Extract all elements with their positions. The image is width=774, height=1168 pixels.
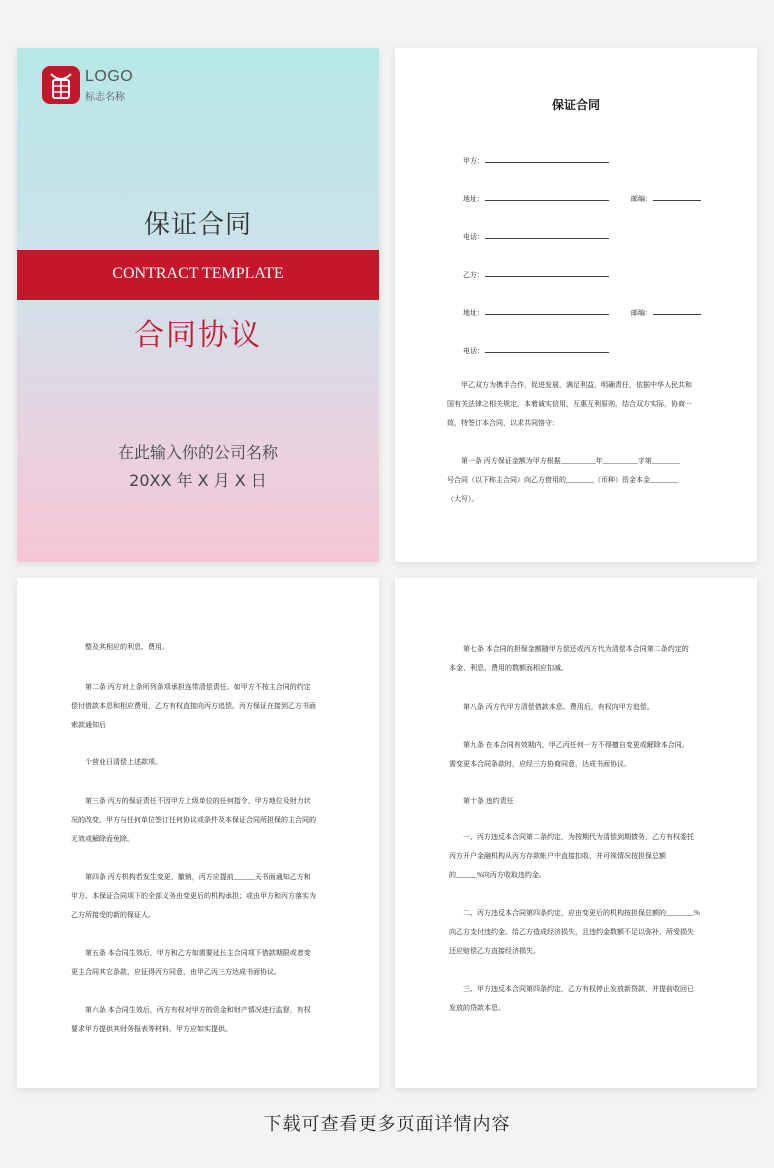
- article-3: 第三条 丙方的保证责任不因甲方上级单位的任何指令、甲方地位及财力状 况的改变、甲方与任何单位签订任何协议或条件及本保证合同所担保的主合同的 无效或解除而免除。: [71, 797, 316, 843]
- logo-icon: [42, 66, 80, 104]
- party-b-line: [485, 276, 609, 277]
- article-1: 第一条 丙方保证金额为甲方根据__________年__________字第________ 号合同（以下称主合同）向乙方借用的________（币种）资金本金________ （大写）。: [447, 457, 680, 503]
- article-9: 第九条 在本合同有效期内，甲乙丙任何一方不得擅自变更或解除本合同。 需变更本合同条款时，应经三方协商同意，达成书面协议。: [449, 741, 689, 768]
- cover-date: 20XX 年 X 月 X 日: [129, 471, 267, 490]
- company-name: 在此输入你的公司名称: [117, 443, 278, 462]
- logo-text: LOGO: [85, 68, 134, 85]
- download-hint: 下载可查看更多页面详情内容: [263, 1114, 511, 1135]
- field-party-b-label: 乙方：: [463, 271, 484, 279]
- cover-page: [17, 48, 379, 562]
- phone-a-line: [485, 238, 609, 239]
- article-5: 第五条 本合同生效后，甲方和乙方如需要延长主合同项下借款期限或者变 更主合同其它条款，应征得丙方同意，由甲乙丙三方达成书面协议。: [71, 949, 311, 976]
- field-postcode-b-label: 邮编：: [631, 309, 652, 317]
- cover-subtitle: 合同协议: [134, 318, 262, 353]
- band-text: CONTRACT TEMPLATE: [112, 265, 284, 282]
- field-address-a-label: 地址：: [463, 195, 484, 203]
- contract-page-1: [395, 48, 757, 562]
- article-6: 第六条 本合同生效后，丙方有权对甲方的资金和财产情况进行监督，有权 要求甲方提供其财务报表等材料，甲方应如实提供。: [71, 1006, 311, 1033]
- phone-b-line: [485, 352, 609, 353]
- address-b-line: [485, 314, 609, 315]
- intro-paragraph: 甲乙双方为携手合作，促进发展，满足利益，明确责任，依据中华人民共和 国有关法律之相关规定，本着诚实信用，互惠互利原则，结合双方实际，协商一 致，特签订本合同，以求共同恪守：: [447, 381, 692, 427]
- paragraph: 个营业日清偿上述款项。: [85, 758, 162, 766]
- title-band: [17, 250, 379, 300]
- contract-page-2: [17, 578, 379, 1088]
- field-phone-a-label: 电话：: [463, 233, 484, 241]
- article-7: 第七条 本合同的担保金额随甲方偿还或丙方代为清偿本合同第二条约定的 本金、利息、费用的数额而相应扣减。: [449, 645, 689, 672]
- document-title: 保证合同: [551, 98, 600, 112]
- paragraph: 整及其相应的利息、费用。: [85, 643, 169, 651]
- field-party-a-label: 甲方：: [463, 157, 484, 165]
- breach-clause-2: 二、丙方违反本合同第四条约定，应由变更后的机构按担保总额的________% 向乙方支付违约金。给乙方造成经济损失，且违约金数额不足以弥补，所受损失 还应赔偿乙方直接经济损失。: [449, 909, 700, 955]
- article-8: 第八条 丙方代甲方清偿借款本息、费用后，有权向甲方追偿。: [463, 703, 654, 711]
- cover-title: 保证合同: [143, 210, 252, 240]
- article-10: 第十条 违约责任: [463, 797, 514, 805]
- party-a-line: [485, 162, 609, 163]
- article-2: 第二条 丙方对上条所列条项承担连带清偿责任。如甲方不按主合同的约定 偿付借款本息和相应费用，乙方有权直接向丙方追偿。丙方保证在接到乙方书面 索款通知后: [71, 683, 316, 729]
- contract-page-3: [395, 578, 757, 1088]
- postcode-a-line: [653, 200, 701, 201]
- breach-clause-1: 一、丙方违反本合同第二条约定，为按期代为清偿到期债务，乙方有权委托 丙方开户金融机构从丙方存款帐户中直接扣收，并可视情况按担保总额 的______%向丙方收取违约金。: [449, 833, 694, 879]
- article-4: 第四条 丙方机构若发生变更、撤销，丙方应提前______天书面通知乙方和 甲方。本保证合同项下的全部义务由变更后的机构承担；或由甲方和丙方落实为 乙方所接受的新的保证人。: [71, 873, 316, 919]
- logo-subtitle: 标志名称: [85, 92, 125, 103]
- breach-clause-3: 三、甲方违反本合同第四条约定，乙方有权停止发放新贷款，并提前收回已 发放的贷款本息。: [449, 985, 694, 1012]
- address-a-line: [485, 200, 609, 201]
- field-postcode-a-label: 邮编：: [631, 195, 652, 203]
- field-address-b-label: 地址：: [463, 309, 484, 317]
- field-phone-b-label: 电话：: [463, 347, 484, 355]
- postcode-b-line: [653, 314, 701, 315]
